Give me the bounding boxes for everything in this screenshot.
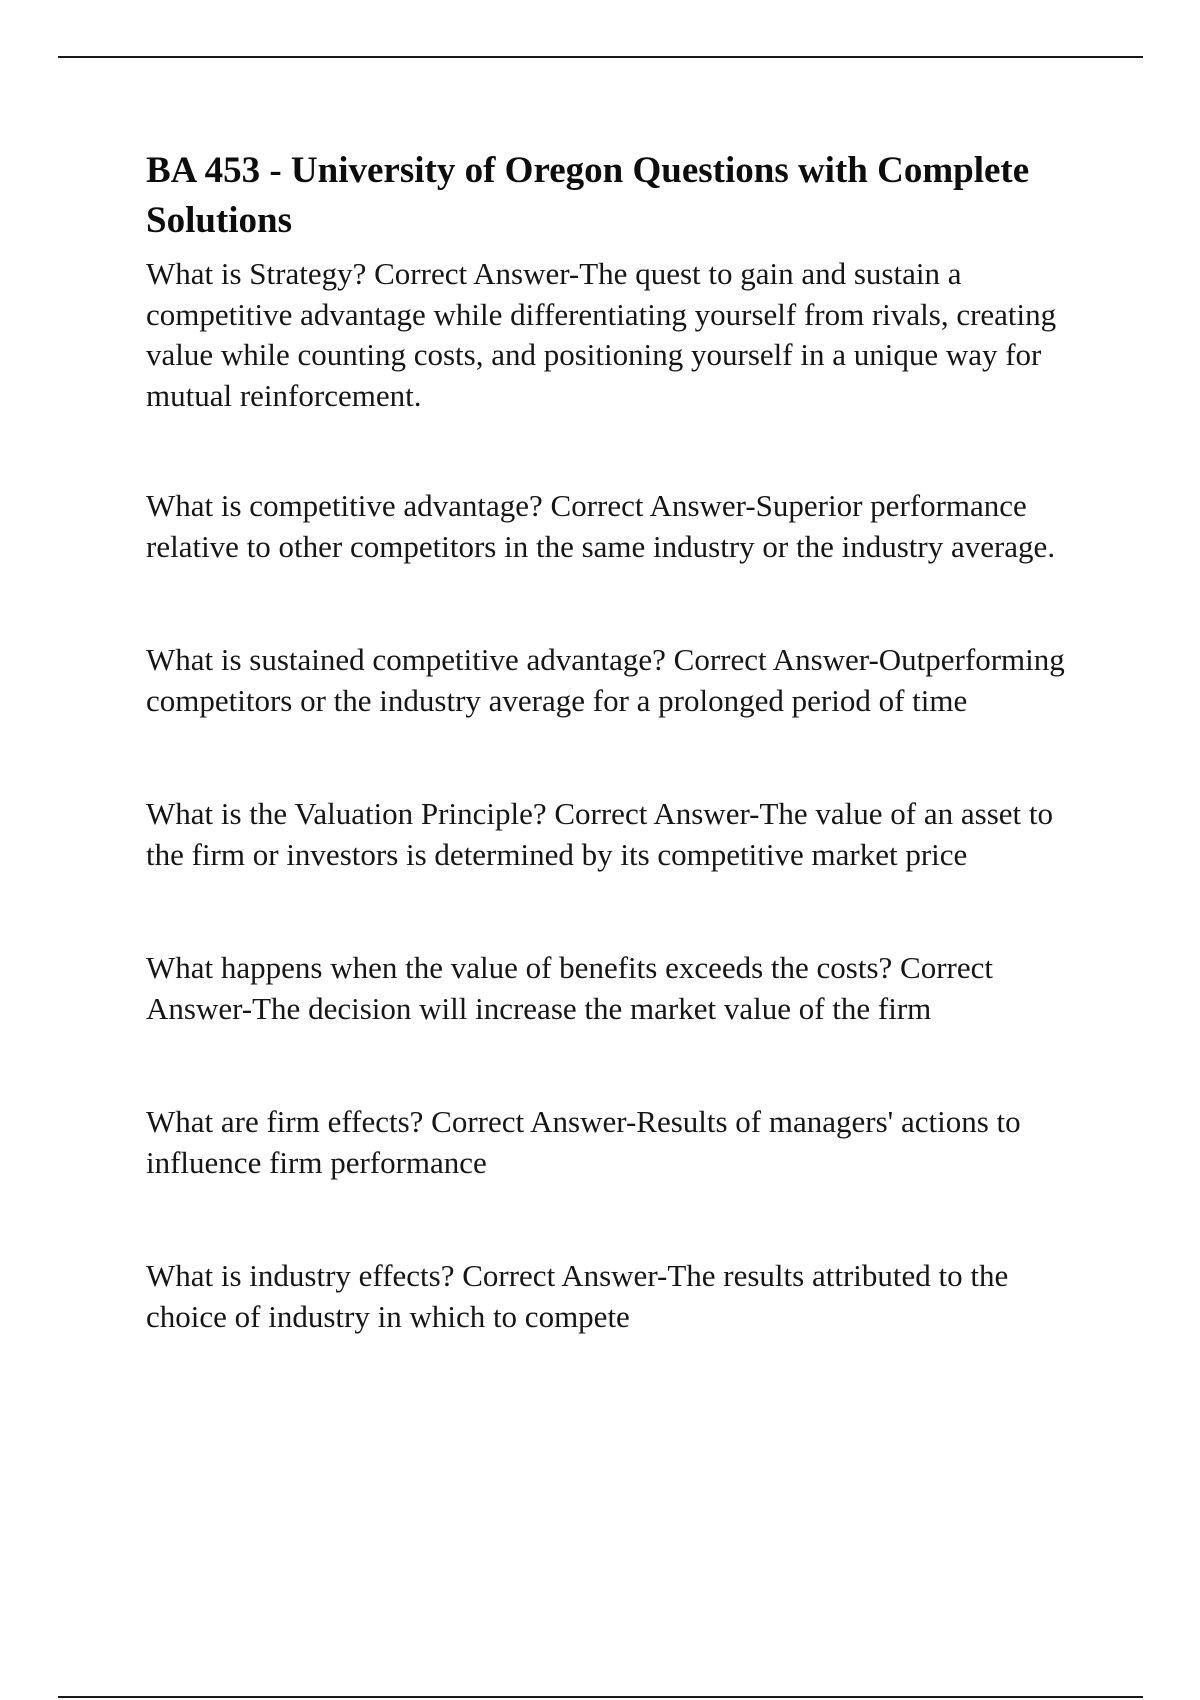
footer-rule <box>58 1696 1143 1698</box>
qa-entry: What is Strategy? Correct Answer-The quest to gain and sustain a competitive advantage while differentiating yourself from rivals, creating value while counting costs, and positioning yourself in a unique way for mutual reinforcement. <box>146 256 1057 413</box>
document-title: BA 453 - University of Oregon Questions with Complete Solutions <box>146 150 1030 241</box>
qa-entry: What happens when the value of benefits exceeds the costs? Correct Answer-The decision will increase the market value of the firm <box>146 950 994 1026</box>
qa-entry: What is industry effects? Correct Answer-The results attributed to the choice of industry in which to compete <box>146 1258 1009 1334</box>
header-rule <box>58 56 1143 58</box>
document-body <box>146 146 1096 1337</box>
qa-entry: What are firm effects? Correct Answer-Results of managers' actions to influence firm performance <box>146 1104 1021 1180</box>
qa-entry: What is sustained competitive advantage? Correct Answer-Outperforming competitors or the industry average for a prolonged period of time <box>146 642 1065 718</box>
qa-entry: What is the Valuation Principle? Correct Answer-The value of an asset to the firm or investors is determined by its competitive market price <box>146 796 1054 872</box>
qa-entry: What is competitive advantage? Correct Answer-Superior performance relative to other competitors in the same industry or the industry average. <box>146 488 1056 564</box>
